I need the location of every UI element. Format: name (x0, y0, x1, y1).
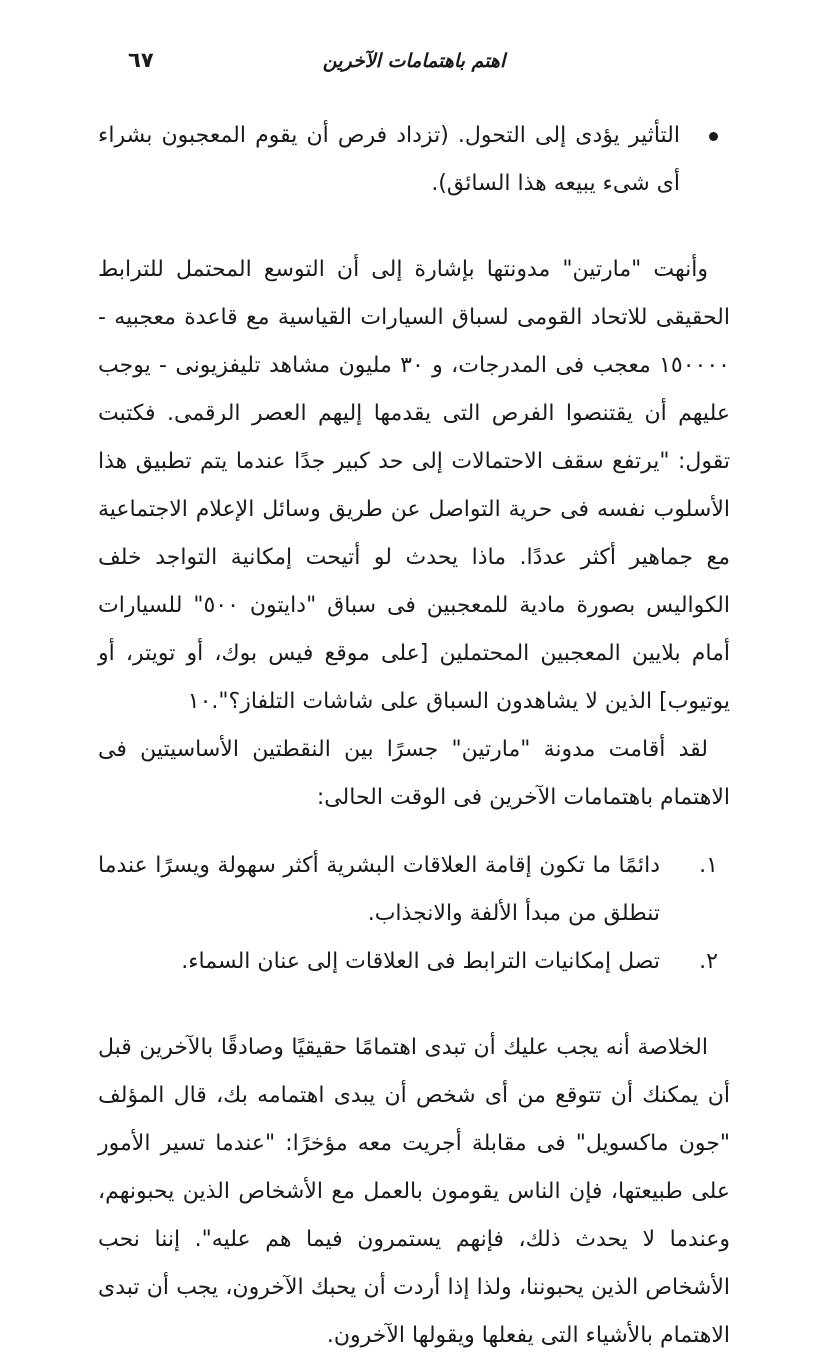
bullet-text: التأثير يؤدى إلى التحول. (تزداد فرص أن يقوم المعجبون بشراء أى شىء يبيعه هذا السائق). (98, 123, 680, 196)
running-title: اهتم باهتمامات الآخرين (322, 50, 506, 72)
running-head (110, 48, 718, 84)
page-number: ٦٧ (128, 48, 154, 72)
bullet-item (98, 112, 718, 208)
numbered-list (98, 842, 730, 986)
list-item (98, 842, 718, 938)
list-item-text: تصل إمكانيات الترابط فى العلاقات إلى عنان السماء. (181, 949, 660, 974)
list-number: ٢. (699, 949, 718, 974)
paragraph-bridge: لقد أقامت مدونة "مارتين" جسرًا بين النقطتين الأساسيتين فى الاهتمام باهتمامات الآخرين فى الوقت الحالى: (98, 737, 730, 810)
list-number: ١. (699, 853, 718, 878)
paragraph-conclusion: الخلاصة أنه يجب عليك أن تبدى اهتمامًا حقيقيًا وصادقًا بالآخرين قبل أن يمكنك أن تتوقع من أى شخص أن يبدى اهتمامه بك، قال المؤلف "جون ماكسويل" فى مقابلة أجريت معه مؤخرًا: "عندما تسير الأمور على طبيعتها، فإن الناس يقومون بالعمل مع الأشخاص الذين يحبونهم، وعندما لا يحدث ذلك، فإنهم يستمرون فيما هم عليه". إننا نحب الأشخاص الذين يحبوننا، ولذا إذا أردت أن يحبك الآخرون، يجب أن تبدى الاهتمام بالأشياء التى يفعلها ويقولها الآخرون. (98, 1035, 730, 1348)
list-item (98, 938, 718, 986)
bullet-dot-icon (709, 132, 718, 141)
body-text (98, 112, 730, 1360)
paragraph-martin-blog: وأنهت "مارتين" مدونتها بإشارة إلى أن التوسع المحتمل للترابط الحقيقى للاتحاد القومى لسباق السيارات القياسية مع قاعدة معجبيه - ١٥٠٠٠٠ معجب فى المدرجات، و ٣٠ مليون مشاهد تليفزيونى - يوجب عليهم أن يقتنصوا الفرص التى يقدمها إليهم العصر الرقمى. فكتبت تقول: "يرتفع سقف الاحتمالات إلى حد كبير جدًا عندما يتم تطبيق هذا الأسلوب نفسه فى حرية التواصل عن طريق وسائل الإعلام الاجتماعية مع جماهير أكثر عددًا. ماذا يحدث لو أتيحت إمكانية التواجد خلف الكواليس بصورة مادية للمعجبين فى سباق "دايتون ٥٠٠" للسيارات أمام بلايين المعجبين المحتملين [على موقع فيس بوك، أو تويتر، أو يوتيوب] الذين لا يشاهدون السباق على شاشات التلفاز؟".١٠ (98, 257, 730, 714)
list-item-text: دائمًا ما تكون إقامة العلاقات البشرية أكثر سهولة ويسرًا عندما تنطلق من مبدأ الألفة والانجذاب. (98, 853, 660, 926)
